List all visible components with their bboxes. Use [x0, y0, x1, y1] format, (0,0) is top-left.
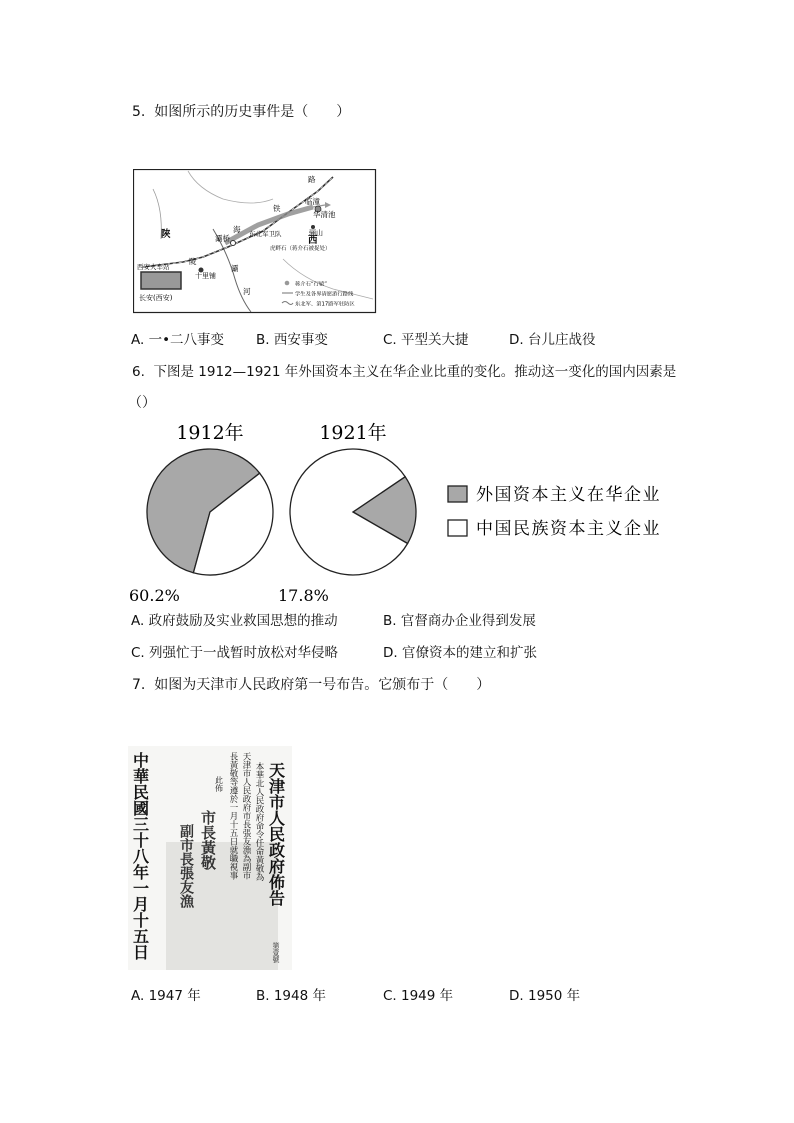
- q6-number: 6.: [132, 364, 145, 380]
- map-railway-char: 路: [308, 175, 316, 184]
- q6-pie-chart: [120, 418, 700, 608]
- q5-option-c[interactable]: C. 平型关大捷: [383, 332, 469, 348]
- legend-route-label: 学生及各界请愿游行路线: [295, 291, 354, 298]
- map-railway-char: 铁: [273, 204, 281, 213]
- map-label-baqiao: 灞桥: [215, 234, 230, 243]
- notice-vice-mayor: 副市長張友漁: [178, 824, 194, 908]
- map-label-shilipu: 十里铺: [195, 272, 216, 280]
- map-xian-city: [141, 272, 181, 289]
- map-river-char: 灞: [231, 264, 239, 273]
- map-label-lishan: 骊山: [309, 229, 323, 237]
- legend-foreign-swatch: [448, 486, 467, 502]
- map-railway-char: 陇: [189, 257, 197, 266]
- q5-number: 5.: [132, 104, 146, 120]
- map-label-changan: 长安(西安): [139, 294, 173, 302]
- legend-domestic-swatch: [448, 520, 467, 536]
- legend-garrison-label: 东北军、第17路军驻防区: [295, 301, 355, 308]
- map-label-xian-station: 西安火车站: [137, 263, 170, 271]
- q6-stem: [132, 362, 676, 382]
- notice-body-col-1: 本華北人民政府命令任命黃敬為: [254, 762, 264, 881]
- q7-stem-text: 如图为天津市人民政府第一号布告。它颁布于（ ）: [154, 677, 491, 693]
- q5-stem: [132, 102, 350, 122]
- map-label-humeshi: 虎畔石（蒋介石被捉处）: [270, 246, 331, 252]
- map-label-huaqingchi: 华清池: [313, 210, 336, 219]
- legend-domestic-label: 中国民族资本主义企业: [476, 519, 661, 539]
- q5-stem-text: 如图所示的历史事件是（ ）: [154, 104, 351, 120]
- pie-1912-data-label: 60.2%: [129, 586, 180, 605]
- map-label-shaan: 陕: [161, 229, 171, 240]
- q7-notice-image: [128, 746, 292, 970]
- map-railway-char: 海: [233, 225, 241, 234]
- map-baqiao-point: [231, 241, 236, 246]
- q6-option-d[interactable]: D. 官僚资本的建立和扩张: [383, 645, 537, 661]
- q7-number: 7.: [132, 677, 146, 693]
- pie-1921-title: 1921年: [319, 422, 387, 444]
- notice-body-col-3: 長黃敬等遵於一月十五日就職視事: [228, 752, 238, 880]
- q5-option-b[interactable]: B. 西安事变: [256, 332, 328, 348]
- q7-option-a[interactable]: A. 1947 年: [131, 988, 201, 1004]
- q7-option-c[interactable]: C. 1949 年: [383, 988, 454, 1004]
- q7-option-b[interactable]: B. 1948 年: [256, 988, 326, 1004]
- notice-mayor: 市長黃敬: [199, 810, 217, 870]
- legend-foreign-label: 外国资本主义在华企业: [476, 485, 661, 505]
- q5-option-a[interactable]: A. 一•二八事变: [131, 332, 225, 348]
- q6-stem-line2: （）: [128, 395, 156, 411]
- notice-date: 中華民國三十八年一月十五日: [130, 752, 150, 960]
- pie-1921-data-label: 17.8%: [278, 586, 329, 605]
- q7-option-d[interactable]: D. 1950 年: [509, 988, 581, 1004]
- pie-1912-title: 1912年: [176, 422, 244, 444]
- q7-stem: [132, 675, 490, 695]
- q6-option-b[interactable]: B. 官督商办企业得到发展: [383, 613, 536, 629]
- map-label-weidui: 东北军卫队: [249, 230, 282, 238]
- legend-hq-label: 蒋介石“行辕”: [295, 281, 327, 288]
- q6-option-a[interactable]: A. 政府鼓励及实业救国思想的推动: [131, 613, 338, 629]
- map-label-lintong: 临潼: [305, 197, 320, 206]
- q6-stem-text: 下图是 1912—1921 年外国资本主义在华企业比重的变化。推动这一变化的国内因素是: [153, 364, 677, 380]
- map-river-char: 河: [243, 287, 251, 296]
- legend-hq-symbol: [285, 281, 290, 286]
- notice-number: 第壹號: [272, 942, 280, 963]
- notice-body-col-2: 天津市人民政府市長張友漁為副市: [241, 752, 251, 880]
- map-label-xi: 西: [308, 235, 318, 246]
- notice-cibu: 此佈: [214, 776, 224, 792]
- q5-map: [133, 169, 377, 314]
- q5-option-d[interactable]: D. 台儿庄战役: [509, 332, 596, 348]
- notice-title: 天津市人民政府佈告: [266, 762, 286, 906]
- q6-option-c[interactable]: C. 列强忙于一战暂时放松对华侵略: [131, 645, 339, 661]
